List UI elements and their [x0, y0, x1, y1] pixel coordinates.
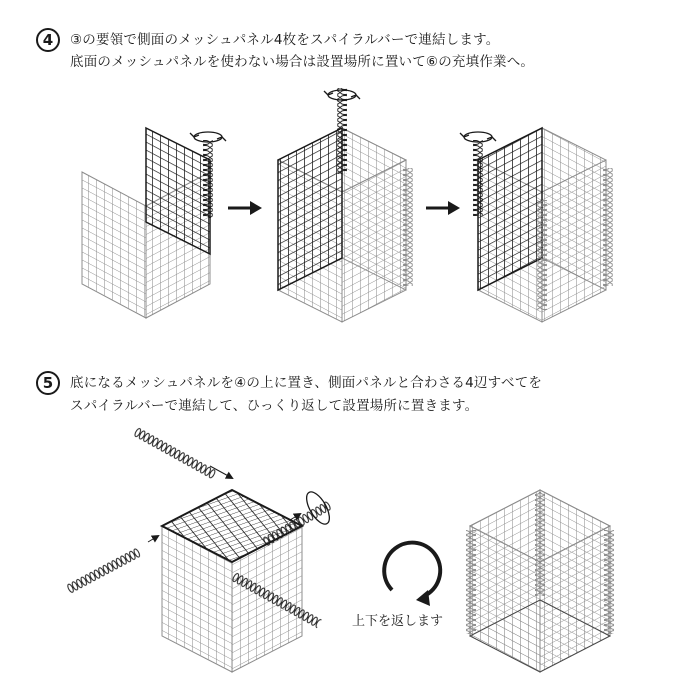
step-4-figure-2 — [278, 88, 413, 322]
step-5-line-1: 底になるメッシュパネルを④の上に置き、側面パネルと合わさる4辺すべてを — [70, 375, 543, 391]
step-4-figure-1 — [82, 128, 226, 318]
step-5-finished-cube — [466, 490, 614, 672]
step-5-badge: 5 — [36, 371, 60, 395]
step-5-cube-with-base — [66, 427, 334, 672]
right-arrow-icon — [228, 201, 262, 215]
spiral-bar — [133, 427, 217, 479]
step-4-line-2: 底面のメッシュパネルを使わない場合は設置場所に置いて⑥の充填作業へ。 — [70, 54, 535, 70]
step-4-badge: 4 — [36, 28, 60, 52]
circular-flip-arrow-icon — [384, 543, 440, 606]
spiral-bar — [66, 547, 141, 593]
step-4-line-1: ③の要領で側面のメッシュパネル4枚をスパイラルバーで連結します。 — [70, 32, 500, 48]
step-5-line-2: スパイラルバーで連結して、ひっくり返して設置場所に置きます。 — [70, 398, 479, 414]
flip-label: 上下を返します — [352, 614, 444, 629]
step-4-figure-3 — [460, 128, 613, 322]
right-arrow-icon — [426, 201, 460, 215]
